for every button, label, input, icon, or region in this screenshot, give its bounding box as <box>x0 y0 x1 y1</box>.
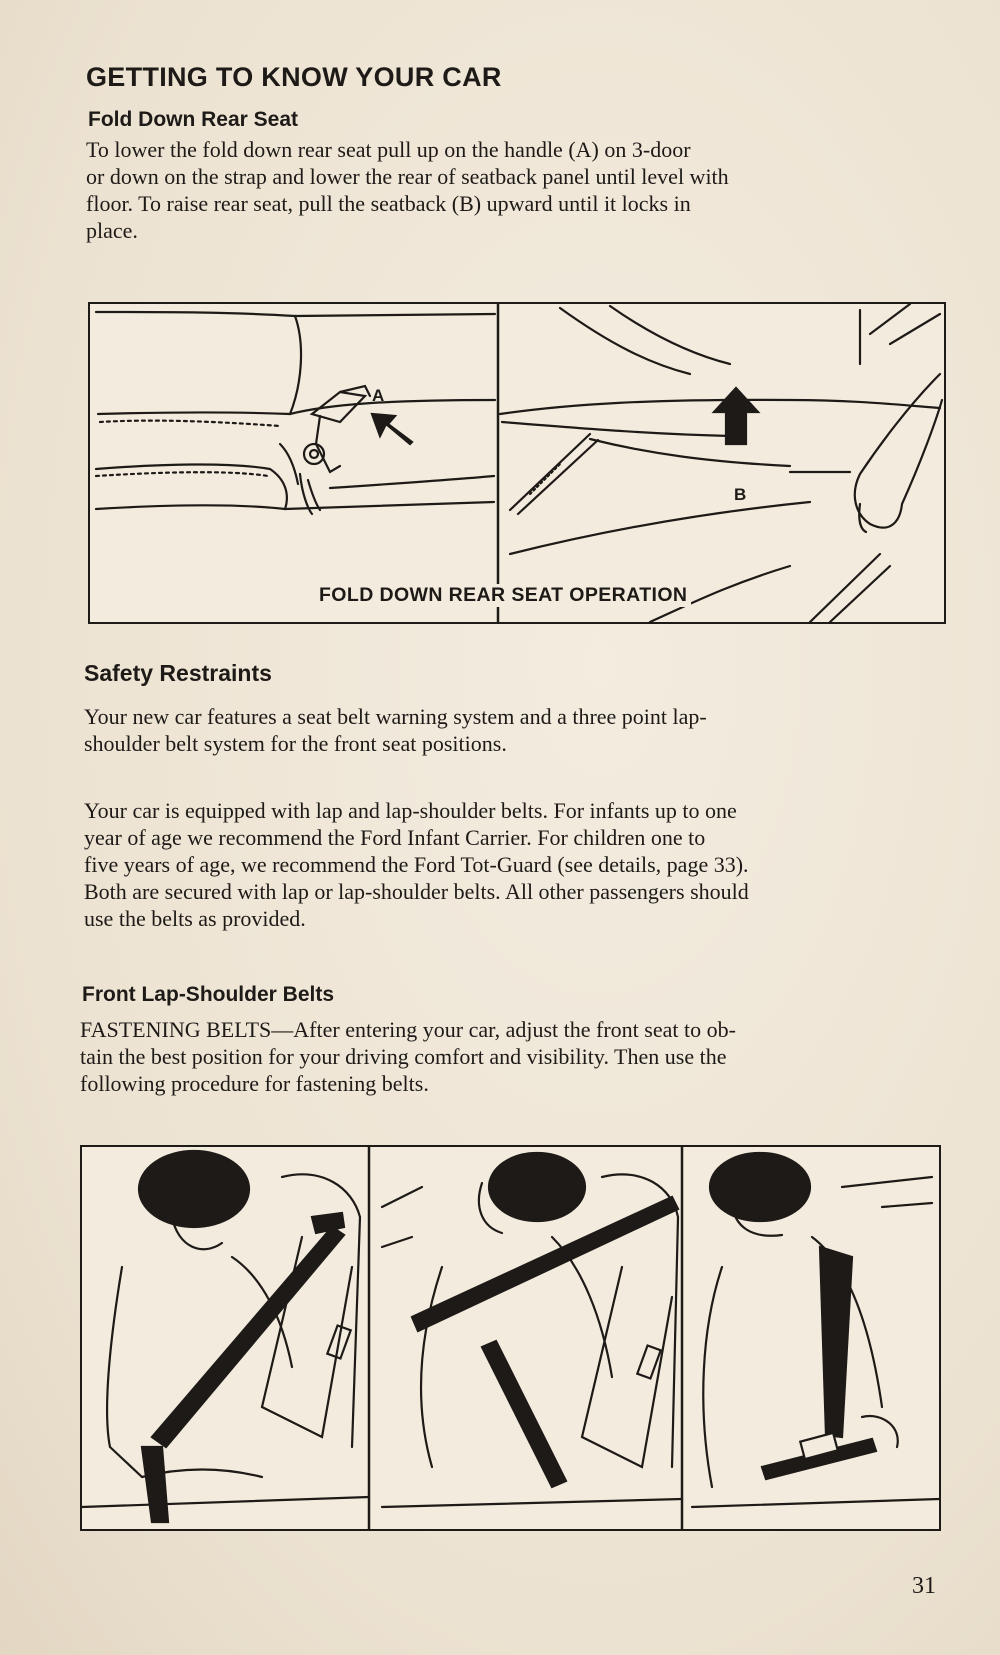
front-belts-line: following procedure for fastening belts. <box>80 1071 429 1096</box>
page-number: 31 <box>912 1573 936 1599</box>
safety-line: Your new car features a seat belt warning system and a three point lap- <box>84 704 707 729</box>
front-belts-title: Front Lap-Shoulder Belts <box>82 983 334 1006</box>
label-a: A <box>372 386 385 405</box>
figure-caption: FOLD DOWN REAR SEAT OPERATION <box>315 584 691 607</box>
fold-down-line: floor. To raise rear seat, pull the seatback (B) upward until it locks in <box>86 191 691 216</box>
safety-line: Your car is equipped with lap and lap-shoulder belts. For infants up to one <box>84 798 737 823</box>
safety-line: five years of age, we recommend the Ford Tot-Guard (see details, page 33). <box>84 852 749 877</box>
fold-down-title: Fold Down Rear Seat <box>88 108 299 131</box>
front-belts-line: tain the best position for your driving comfort and visibility. Then use the <box>80 1044 727 1069</box>
safety-line: shoulder belt system for the front seat positions. <box>84 731 507 756</box>
front-belts-line: FASTENING BELTS—After entering your car, adjust the front seat to ob- <box>80 1017 736 1042</box>
label-b: B <box>734 485 747 504</box>
fold-down-line: To lower the fold down rear seat pull up on the handle (A) on 3-door <box>86 137 691 162</box>
belt-fastening-figure <box>80 1145 941 1531</box>
safety-line: Both are secured with lap or lap-shoulder belts. All other passengers should <box>84 879 749 904</box>
safety-line: year of age we recommend the Ford Infant Carrier. For children one to <box>84 825 706 850</box>
fold-down-line: place. <box>86 218 138 243</box>
page-heading: GETTING TO KNOW YOUR CAR <box>86 62 502 92</box>
safety-line: use the belts as provided. <box>84 906 306 931</box>
fold-down-figure <box>88 302 946 624</box>
belt-fastening-illustration <box>82 1147 939 1529</box>
fold-down-illustration <box>90 304 944 622</box>
safety-title: Safety Restraints <box>84 660 272 686</box>
fold-down-line: or down on the strap and lower the rear of seatback panel until level with <box>86 164 729 189</box>
